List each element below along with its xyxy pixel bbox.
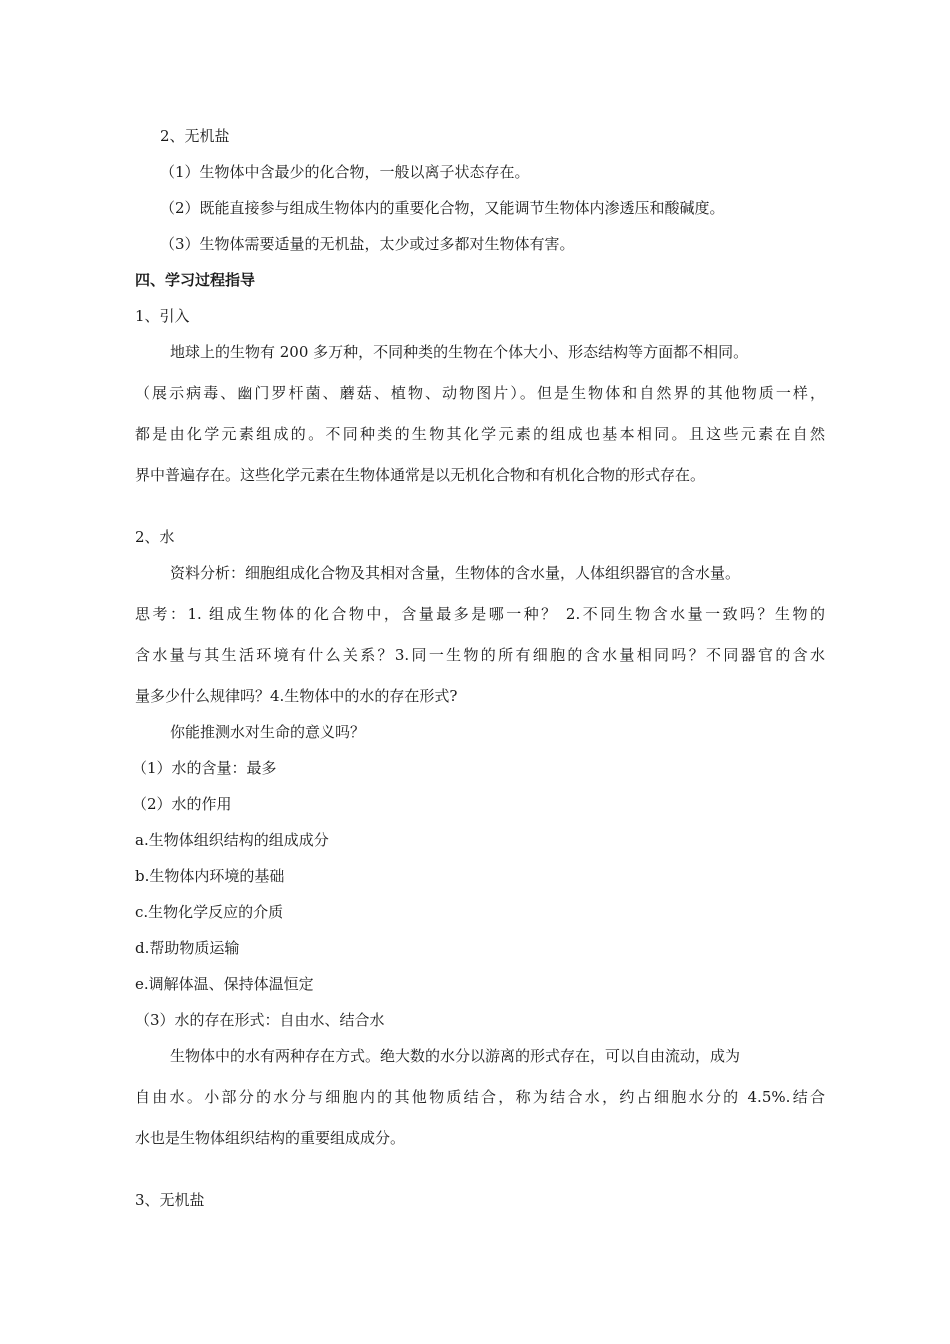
subsection-heading-inorganic-salt: 3、无机盐 — [135, 1191, 205, 1209]
list-item: d.帮助物质运输 — [135, 939, 240, 957]
subsection-heading-water: 2、水 — [135, 528, 175, 546]
list-item: c.生物化学反应的介质 — [135, 903, 284, 921]
list-item: e.调解体温、保持体温恒定 — [135, 975, 314, 993]
paragraph-line: 地球上的生物有 200 多万种，不同种类的生物在个体大小、形态结构等方面都不相同。 — [170, 343, 749, 361]
section-heading-learning-guide: 四、学习过程指导 — [135, 271, 256, 289]
paragraph-line: 含水量与其生活环境有什么关系？3.同一生物的所有细胞的含水量相同吗？不同器官的含水 — [135, 646, 825, 664]
paragraph-line: 都是由化学元素组成的。不同种类的生物其化学元素的组成也基本相同。且这些元素在自然 — [135, 425, 825, 443]
paragraph-line: 界中普遍存在。这些化学元素在生物体通常是以无机化合物和有机化合物的形式存在。 — [135, 466, 706, 484]
list-item: （2）既能直接参与组成生物体内的重要化合物，又能调节生物体内渗透压和酸碱度。 — [160, 199, 725, 217]
water-content-label: （1）水的含量：最多 — [132, 759, 277, 777]
paragraph-line: 水也是生物体组织结构的重要组成成分。 — [135, 1129, 406, 1147]
question-line: 你能推测水对生命的意义吗？ — [170, 723, 366, 741]
paragraph-line: 量多少什么规律吗？4.生物体中的水的存在形式? — [135, 687, 458, 705]
list-item: b.生物体内环境的基础 — [135, 867, 285, 885]
paragraph-line: 思考：1. 组成生物体的化合物中，含量最多是哪一种？ 2.不同生物含水量一致吗？生物的 — [135, 605, 825, 623]
paragraph-line: 生物体中的水有两种存在方式。绝大数的水分以游离的形式存在，可以自由流动，成为 — [170, 1047, 741, 1065]
list-item: a.生物体组织结构的组成成分 — [135, 831, 329, 849]
list-item: （3）生物体需要适量的无机盐，太少或过多都对生物体有害。 — [160, 235, 575, 253]
section-heading-inorganic-salt: 2、无机盐 — [160, 127, 230, 145]
water-forms-label: （3）水的存在形式：自由水、结合水 — [135, 1011, 385, 1029]
paragraph-line: （展示病毒、幽门罗杆菌、蘑菇、植物、动物图片）。但是生物体和自然界的其他物质一样， — [135, 384, 825, 402]
water-role-label: （2）水的作用 — [132, 795, 232, 813]
subsection-heading-intro: 1、引入 — [135, 307, 190, 325]
paragraph-line: 自由水。小部分的水分与细胞内的其他物质结合，称为结合水，约占细胞水分的 4.5%.结合 — [135, 1088, 825, 1106]
paragraph-line: 资料分析：细胞组成化合物及其相对含量，生物体的含水量，人体组织器官的含水量。 — [170, 564, 741, 582]
list-item: （1）生物体中含最少的化合物，一般以离子状态存在。 — [160, 163, 530, 181]
